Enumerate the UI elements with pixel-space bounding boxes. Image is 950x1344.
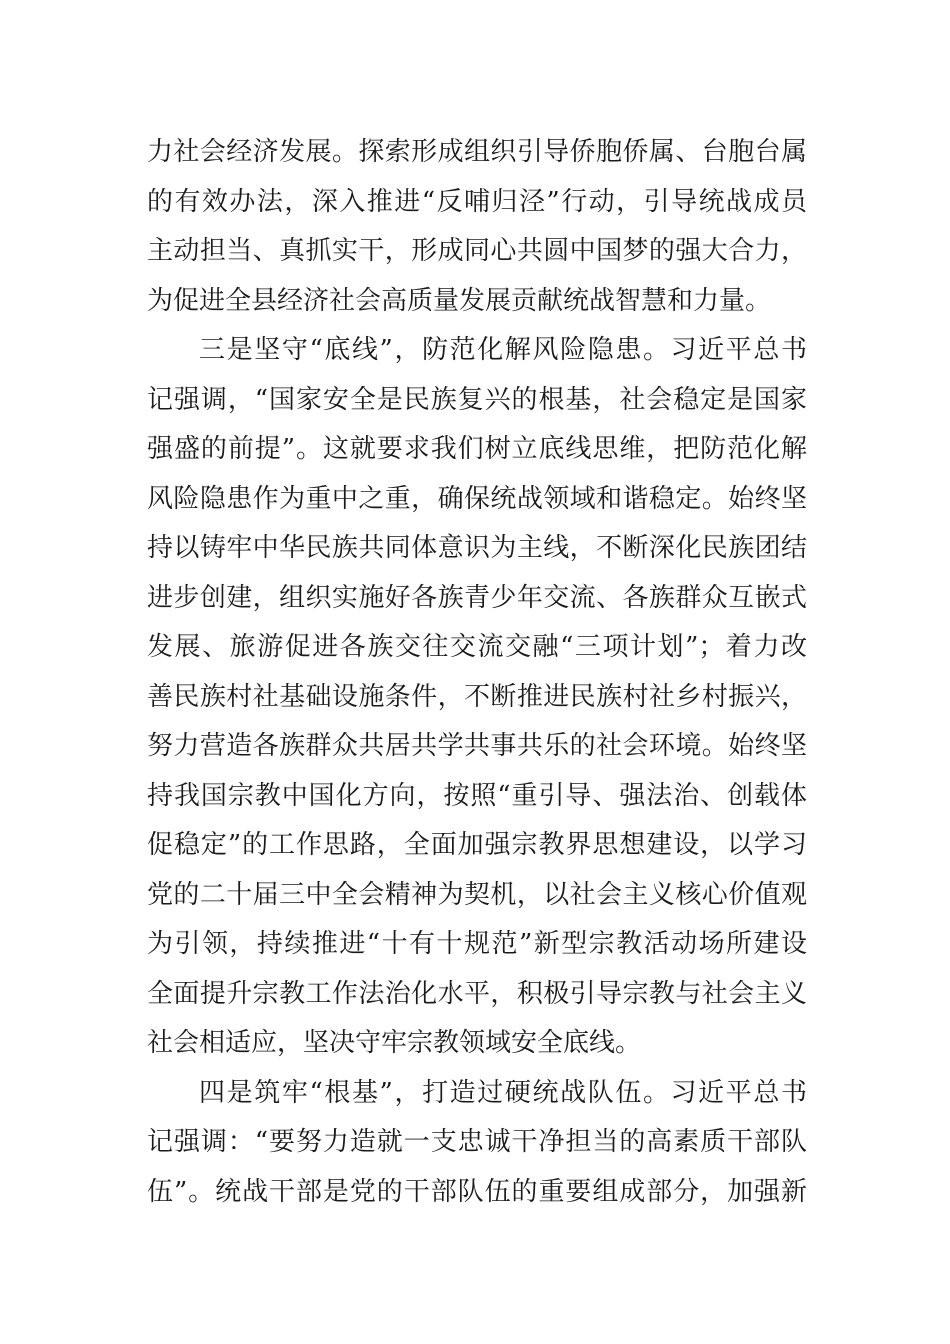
- text-line: 强盛的前提”。这就要求我们树立底线思维，把防范化解: [147, 434, 807, 464]
- body-text: [147, 128, 807, 1217]
- text-line: 伍”。统战干部是党的干部队伍的重要组成部分，加强新: [147, 1176, 807, 1207]
- section-heading-line: 三是坚守“底线”，防范化解风险隐患。习近平总书: [199, 335, 807, 365]
- text-line: 持以铸牢中华民族共同体意识为主线，不断深化民族团结: [147, 533, 807, 563]
- text-line: 力社会经济发展。探索形成组织引导侨胞侨属、台胞台属: [147, 137, 807, 167]
- section-heading-line: 四是筑牢“根基”，打造过硬统战队伍。习近平总书: [199, 1077, 807, 1108]
- text-line: 社会相适应，坚决守牢宗教领域安全底线。: [147, 1028, 642, 1058]
- text-line: 的有效办法，深入推进“反哺归泾”行动，引导统战成员: [147, 186, 807, 217]
- text-line: 善民族村社基础设施条件，不断推进民族村社乡村振兴，: [147, 681, 807, 712]
- text-line: 风险隐患作为重中之重，确保统战领域和谐稳定。始终坚: [147, 483, 807, 514]
- text-line: 促稳定”的工作思路，全面加强宗教界思想建设，以学习: [147, 830, 807, 860]
- text-line: 记强调，“国家安全是民族复兴的根基，社会稳定是国家: [147, 384, 807, 415]
- text-line: 记强调：“要努力造就一支忠诚干净担当的高素质干部队: [147, 1127, 807, 1157]
- text-line: 发展、旅游促进各族交往交流交融“三项计划”；着力改: [147, 632, 807, 662]
- text-line: 主动担当、真抓实干，形成同心共圆中国梦的强大合力，: [147, 236, 807, 266]
- text-line: 努力营造各族群众共居共学共事共乐的社会环境。始终坚: [147, 731, 807, 761]
- text-line: 为促进全县经济社会高质量发展贡献统战智慧和力量。: [147, 285, 772, 316]
- text-line: 全面提升宗教工作法治化水平，积极引导宗教与社会主义: [147, 978, 807, 1009]
- text-line: 持我国宗教中国化方向，按照“重引导、强法治、创载体: [147, 780, 807, 811]
- text-line: 党的二十届三中全会精神为契机，以社会主义核心价值观: [147, 879, 807, 910]
- text-line: 为引领，持续推进“十有十规范”新型宗教活动场所建设: [147, 929, 807, 959]
- text-line: 进步创建，组织实施好各族青少年交流、各族群众互嵌式: [147, 582, 807, 613]
